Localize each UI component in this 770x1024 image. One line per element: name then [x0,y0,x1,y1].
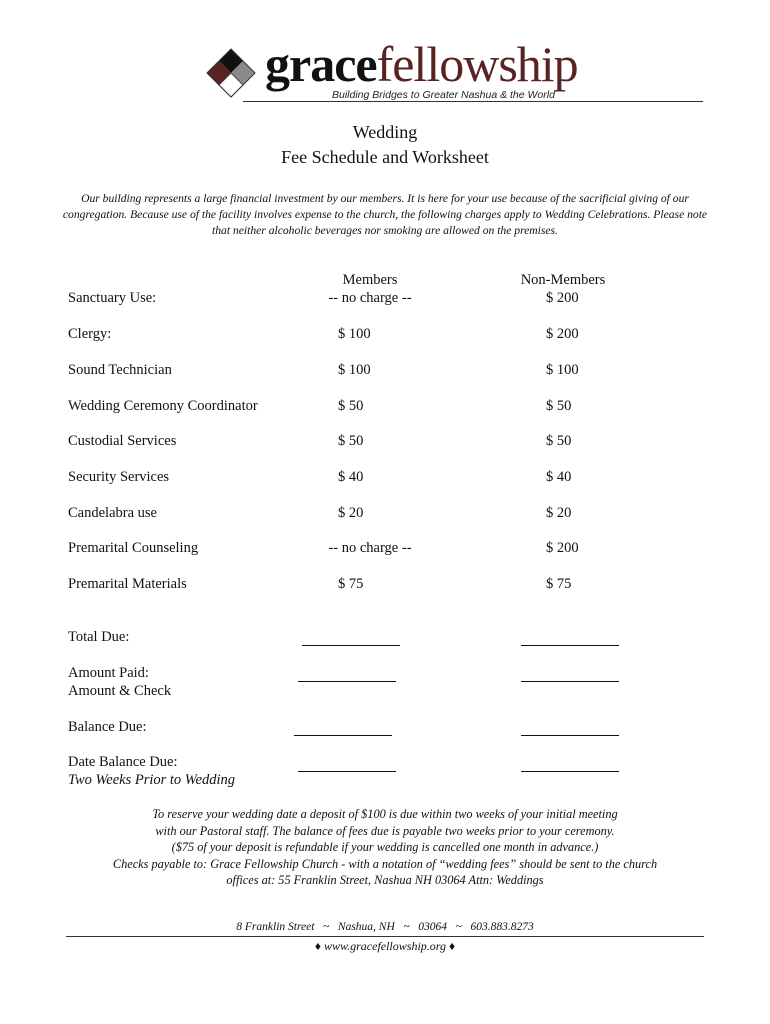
fee-non-members-value: $ 200 [546,326,579,342]
balance-due-label: Balance Due: [68,719,147,735]
total-due-non-members-blank[interactable] [521,645,619,646]
fee-members-value: $ 100 [338,326,371,342]
fee-members-value: $ 40 [338,469,364,485]
deposit-terms-note [40,806,730,889]
column-header-members: Members [342,272,398,288]
fee-non-members-value: $ 100 [546,362,579,378]
fee-non-members-value: $ 50 [546,433,572,449]
fee-label: Sanctuary Use: [68,290,157,306]
fee-members-value: $ 20 [338,505,364,521]
date-balance-due-note: Two Weeks Prior to Wedding [68,772,236,788]
amount-paid-label: Amount Paid: [68,665,149,681]
fee-label: Premarital Counseling [68,540,199,556]
fee-label: Clergy: [68,326,112,342]
amount-paid-members-blank[interactable] [298,681,396,682]
fee-label: Custodial Services [68,433,177,449]
document-title: Wedding [352,122,418,142]
fee-non-members-value: $ 75 [546,576,572,592]
fee-non-members-value: $ 50 [546,398,572,414]
balance-due-non-members-blank[interactable] [521,735,619,736]
fee-members-value: -- no charge -- [328,290,412,306]
amount-paid-non-members-blank[interactable] [521,681,619,682]
total-due-members-blank[interactable] [302,645,400,646]
fee-members-value: $ 100 [338,362,371,378]
fee-non-members-value: $ 200 [546,290,579,306]
fee-label: Wedding Ceremony Coordinator [68,398,258,414]
fee-label: Candelabra use [68,505,157,521]
balance-due-members-blank[interactable] [294,735,392,736]
date-balance-due-label: Date Balance Due: [68,754,178,770]
fee-members-value: $ 50 [338,398,364,414]
amount-check-label: Amount & Check [68,683,172,699]
fee-label: Security Services [68,469,170,485]
brand-logo-text: gracefellowship [265,36,578,92]
column-header-non-members: Non-Members [520,272,606,288]
footer-divider [66,936,704,937]
church-address: 8 Franklin Street ~ Nashua, NH ~ 03064 ~ 603.883.8273 [236,921,534,933]
deposit-terms-line: Checks payable to: Grace Fellowship Church - with a notation of “wedding fees” should be sent to the church [112,856,658,871]
deposit-terms-line: offices at: 55 Franklin Street, Nashua NH 03064 Attn: Weddings [226,873,544,887]
date-balance-due-non-members-blank[interactable] [521,771,619,772]
fee-label: Sound Technician [68,362,172,378]
fee-non-members-value: $ 20 [546,505,572,521]
fee-members-value: -- no charge -- [328,540,412,556]
document-subtitle: Fee Schedule and Worksheet [281,147,489,167]
fee-non-members-value: $ 40 [546,469,572,485]
fee-non-members-value: $ 200 [546,540,579,556]
logo-diamond-icon [205,47,257,99]
intro-paragraph: Our building represents a large financial investment by our members. It is here for your use because of the sacrificial giving of our congregation. Because use of the facility involves expense to the church, the following charges apply to Wedding Celebrations. Please note that neither alcoholic beverages nor smoking are allowed on the premises. [62,192,708,237]
fee-label: Premarital Materials [68,576,187,592]
brand-tagline: Building Bridges to Greater Nashua & the World [332,89,555,101]
website-link[interactable]: ♦ www.gracefellowship.org ♦ [314,939,456,953]
header-divider [243,101,703,102]
deposit-terms-line: with our Pastoral staff. The balance of fees due is payable two weeks prior to your ceremony. [155,823,615,838]
deposit-terms-line: To reserve your wedding date a deposit of $100 is due within two weeks of your initial meeting [152,807,618,821]
fee-members-value: $ 50 [338,433,364,449]
total-due-label: Total Due: [68,629,130,645]
deposit-terms-line: ($75 of your deposit is refundable if your wedding is cancelled one month in advance.) [171,840,599,854]
fee-members-value: $ 75 [338,576,364,592]
date-balance-due-members-blank[interactable] [298,771,396,772]
